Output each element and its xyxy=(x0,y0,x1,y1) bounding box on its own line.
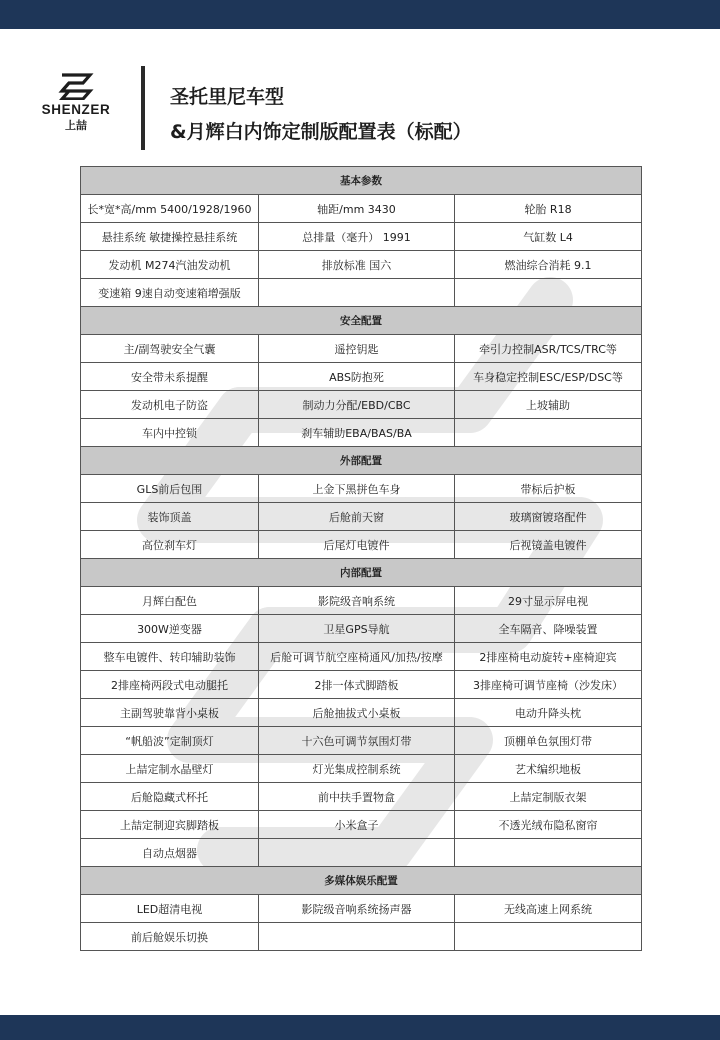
table-cell xyxy=(259,279,455,307)
section-header-row xyxy=(81,307,642,335)
table-cell: 后舱前天窗 xyxy=(259,503,455,531)
table-cell: 上喆定制水晶壁灯 xyxy=(81,755,259,783)
table-row xyxy=(81,223,642,251)
table-row xyxy=(81,503,642,531)
table-cell: 轮胎 R18 xyxy=(455,195,642,223)
table-cell: 发动机电子防盗 xyxy=(81,391,259,419)
table-cell: 后舱隐藏式杯托 xyxy=(81,783,259,811)
section-title: 基本参数 xyxy=(81,167,642,195)
table-row xyxy=(81,195,642,223)
table-cell xyxy=(259,839,455,867)
table-cell: 整车电镀件、转印辅助装饰 xyxy=(81,643,259,671)
table-row xyxy=(81,783,642,811)
table-row xyxy=(81,391,642,419)
section-title: 外部配置 xyxy=(81,447,642,475)
table-row xyxy=(81,531,642,559)
brand-logo xyxy=(28,72,124,136)
table-row xyxy=(81,895,642,923)
table-row xyxy=(81,755,642,783)
table-cell: 装饰顶盖 xyxy=(81,503,259,531)
table-cell xyxy=(455,419,642,447)
section-title: 安全配置 xyxy=(81,307,642,335)
table-cell: “帆船波”定制顶灯 xyxy=(81,727,259,755)
table-cell: 后视镜盖电镀件 xyxy=(455,531,642,559)
table-cell: 长*宽*高/mm 5400/1928/1960 xyxy=(81,195,259,223)
table-cell: 前后舱娱乐切换 xyxy=(81,923,259,951)
table-cell: 影院级音响系统扬声器 xyxy=(259,895,455,923)
table-row xyxy=(81,811,642,839)
table-cell: 300W逆变器 xyxy=(81,615,259,643)
table-cell: 自动点烟器 xyxy=(81,839,259,867)
table-row xyxy=(81,587,642,615)
table-cell: 上喆定制迎宾脚踏板 xyxy=(81,811,259,839)
table-row xyxy=(81,699,642,727)
table-row xyxy=(81,671,642,699)
table-row xyxy=(81,839,642,867)
table-cell: 遥控钥匙 xyxy=(259,335,455,363)
table-cell: 高位刹车灯 xyxy=(81,531,259,559)
section-title: 内部配置 xyxy=(81,559,642,587)
table-cell: 小米盒子 xyxy=(259,811,455,839)
table-cell: 月辉白配色 xyxy=(81,587,259,615)
table-cell: 牵引力控制ASR/TCS/TRC等 xyxy=(455,335,642,363)
section-header-row xyxy=(81,447,642,475)
table-cell: 上坡辅助 xyxy=(455,391,642,419)
table-row xyxy=(81,279,642,307)
table-row xyxy=(81,419,642,447)
table-cell: 总排量（毫升） 1991 xyxy=(259,223,455,251)
table-cell: 后尾灯电镀件 xyxy=(259,531,455,559)
table-cell: 后舱抽拔式小桌板 xyxy=(259,699,455,727)
table-cell: 轴距/mm 3430 xyxy=(259,195,455,223)
table-cell: 顶棚单色氛围灯带 xyxy=(455,727,642,755)
table-cell: LED超清电视 xyxy=(81,895,259,923)
table-row xyxy=(81,251,642,279)
table-row xyxy=(81,615,642,643)
table-cell: 后舱可调节航空座椅通风/加热/按摩 xyxy=(259,643,455,671)
shenzer-s-logo-icon xyxy=(56,72,96,100)
logo-chinese: 上喆 xyxy=(65,119,87,132)
section-header-row xyxy=(81,167,642,195)
config-table xyxy=(80,166,642,951)
table-cell: 影院级音响系统 xyxy=(259,587,455,615)
section-header-row xyxy=(81,559,642,587)
section-header-row xyxy=(81,867,642,895)
table-cell: 玻璃窗镀珞配件 xyxy=(455,503,642,531)
table-row xyxy=(81,363,642,391)
table-cell: ABS防抱死 xyxy=(259,363,455,391)
table-row xyxy=(81,727,642,755)
table-cell: 主/副驾驶安全气囊 xyxy=(81,335,259,363)
table-cell xyxy=(455,839,642,867)
table-cell: 不透光绒布隐私窗帘 xyxy=(455,811,642,839)
table-cell: 带标后护板 xyxy=(455,475,642,503)
table-cell: 灯光集成控制系统 xyxy=(259,755,455,783)
table-row xyxy=(81,335,642,363)
title-divider xyxy=(141,66,145,150)
table-cell: 艺术编织地板 xyxy=(455,755,642,783)
table-row xyxy=(81,923,642,951)
section-title: 多媒体娱乐配置 xyxy=(81,867,642,895)
table-cell xyxy=(455,279,642,307)
table-cell: 卫星GPS导航 xyxy=(259,615,455,643)
table-cell: 无线高速上网系统 xyxy=(455,895,642,923)
table-cell: 2排一体式脚踏板 xyxy=(259,671,455,699)
table-cell: 29寸显示屏电视 xyxy=(455,587,642,615)
table-cell: 上金下黑拼色车身 xyxy=(259,475,455,503)
table-cell: 3排座椅可调节座椅（沙发床） xyxy=(455,671,642,699)
table-cell: 2排座椅电动旋转+座椅迎宾 xyxy=(455,643,642,671)
table-cell: 车身稳定控制ESC/ESP/DSC等 xyxy=(455,363,642,391)
table-cell xyxy=(455,923,642,951)
page-title: 圣托里尼车型 xyxy=(170,86,285,108)
page-subtitle: &月辉白内饰定制版配置表（标配） xyxy=(170,121,472,143)
table-cell: 2排座椅两段式电动腿托 xyxy=(81,671,259,699)
table-cell: 气缸数 L4 xyxy=(455,223,642,251)
table-row xyxy=(81,475,642,503)
table-cell: 主副驾驶靠背小桌板 xyxy=(81,699,259,727)
table-cell: 发动机 M274汽油发动机 xyxy=(81,251,259,279)
table-cell: 车内中控锁 xyxy=(81,419,259,447)
table-cell: 变速箱 9速自动变速箱增强版 xyxy=(81,279,259,307)
table-cell: 前中扶手置物盒 xyxy=(259,783,455,811)
table-cell: 排放标准 国六 xyxy=(259,251,455,279)
table-cell xyxy=(259,923,455,951)
table-row xyxy=(81,643,642,671)
bottom-band xyxy=(0,1015,720,1040)
table-cell: 十六色可调节氛围灯带 xyxy=(259,727,455,755)
table-cell: 燃油综合消耗 9.1 xyxy=(455,251,642,279)
table-cell: 悬挂系统 敏捷操控悬挂系统 xyxy=(81,223,259,251)
table-cell: 制动力分配/EBD/CBC xyxy=(259,391,455,419)
table-cell: GLS前后包围 xyxy=(81,475,259,503)
table-cell: 刹车辅助EBA/BAS/BA xyxy=(259,419,455,447)
table-cell: 全车隔音、降噪装置 xyxy=(455,615,642,643)
table-cell: 电动升降头枕 xyxy=(455,699,642,727)
logo-wordmark: SHENZER xyxy=(41,102,111,117)
table-cell: 上喆定制版衣架 xyxy=(455,783,642,811)
top-band xyxy=(0,0,720,29)
table-cell: 安全带未系提醒 xyxy=(81,363,259,391)
